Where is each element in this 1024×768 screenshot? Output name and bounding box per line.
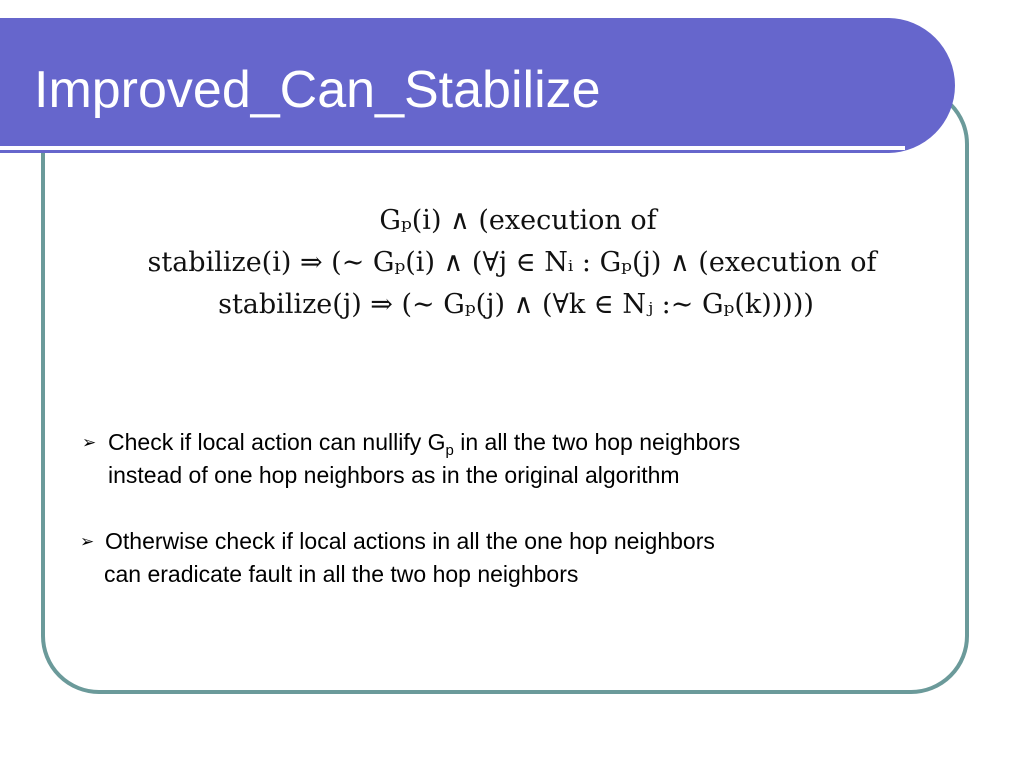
formula-block	[0, 200, 1024, 326]
bullet-item-2	[80, 525, 715, 591]
bullet-1-text-end: in all the two hop neighbors	[453, 429, 741, 455]
title-underline	[0, 146, 905, 150]
bullet-2-line-1: Otherwise check if local actions in all the one hop neighbors	[105, 528, 715, 554]
formula-line-1: Gₚ(i) ∧ (execution of	[379, 205, 657, 236]
slide-title: Improved_Can_Stabilize	[34, 61, 601, 119]
bullet-item-1	[82, 426, 740, 492]
bullet-arrow-icon: ➢	[82, 433, 97, 452]
bullet-arrow-icon: ➢	[80, 532, 95, 551]
formula-line-2: stabilize(i) ⇒ (∼ Gₚ(i) ∧ (∀j ∈ Nᵢ : Gₚ(j) ∧ (execution of	[147, 247, 877, 278]
bullet-1-text-start: Check if local action can nullify G	[108, 429, 446, 455]
title-bar	[0, 18, 955, 153]
content-frame	[41, 86, 969, 694]
formula-line-3: stabilize(j) ⇒ (∼ Gₚ(j) ∧ (∀k ∈ Nⱼ :∼ Gₚ(k)))))	[218, 289, 814, 320]
bullet-2-line-2: can eradicate fault in all the two hop neighbors	[104, 561, 579, 587]
bullet-1-subscript: p	[445, 442, 454, 459]
bullet-1-line-1	[82, 426, 740, 459]
bullet-1-line-2: instead of one hop neighbors as in the original algorithm	[108, 462, 680, 488]
